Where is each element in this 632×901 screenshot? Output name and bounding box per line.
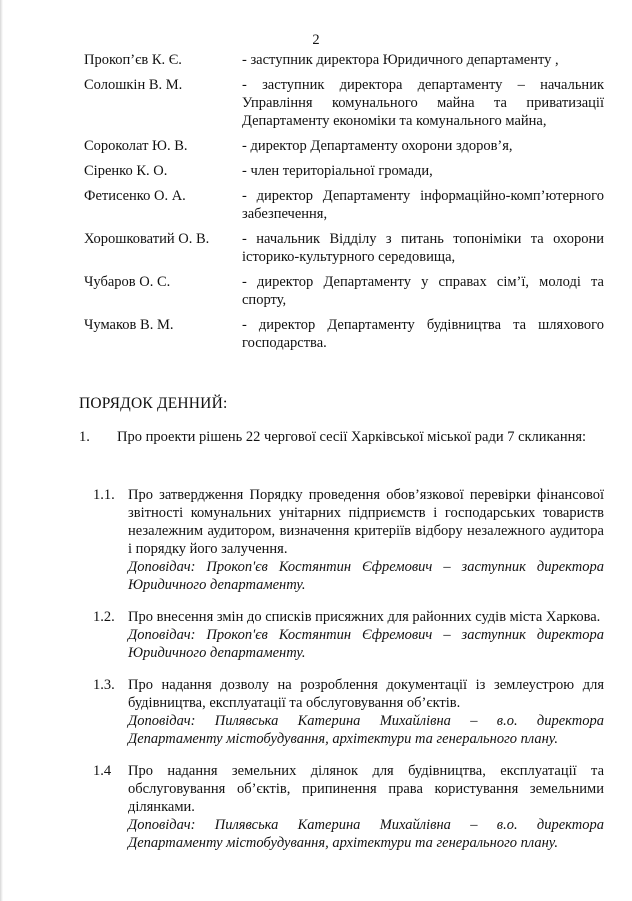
attendee-role: - начальник Відділу з питань топоніміки та охорони історико-культурного середовища,: [242, 231, 604, 265]
attendee-name: Фетисенко О. А.: [84, 188, 186, 204]
attendee-name: Сороколат Ю. В.: [84, 138, 188, 154]
subitem-number: 1.3.: [93, 677, 115, 693]
attendee-name: Солошкін В. М.: [84, 77, 183, 93]
attendee-row: [0, 51, 632, 69]
subitem-number: 1.4: [93, 763, 112, 779]
attendee-name: Хорошковатий О. В.: [84, 231, 210, 247]
agenda-subitem: [0, 608, 632, 662]
agenda-subitem: [0, 486, 632, 594]
subitem-speaker: Доповідач: Прокоп'єв Костянтин Єфремович – заступник директора Юридичного департаменту.: [128, 559, 604, 593]
agenda-item-number: 1.: [79, 429, 90, 445]
agenda-subitems: [0, 486, 632, 866]
subitem-title: Про внесення змін до списків присяжних для районних судів міста Харкова.: [128, 609, 601, 625]
subitem-speaker: Доповідач: Прокоп'єв Костянтин Єфремович – заступник директора Юридичного департаменту.: [128, 627, 604, 661]
attendee-row: [0, 76, 632, 130]
attendee-role: - директор Департаменту у справах сім’ї, молоді та спорту,: [242, 274, 604, 308]
attendees-list: [0, 51, 632, 359]
attendee-name: Прокоп’єв К. Є.: [84, 52, 182, 68]
attendee-role: - директор Департаменту інформаційно-комп’ютерного забезпечення,: [242, 188, 604, 222]
subitem-title: Про затвердження Порядку проведення обов’язкової перевірки фінансової звітності комунальних унітарних підприємств і господарських товариств незалежним аудитором, визначення критеріїв відбору незалежного аудитора і порядку його залучення.: [128, 487, 604, 557]
attendee-row: [0, 230, 632, 266]
subitem-title: Про надання земельних ділянок для будівництва, експлуатації та обслуговування об’єктів, припинення права користування земельними ділянками.: [128, 763, 604, 815]
subitem-number: 1.2.: [93, 609, 115, 625]
agenda-item-text: Про проекти рішень 22 чергової сесії Харківської міської ради 7 скликання:: [117, 429, 587, 445]
agenda-item: [79, 428, 599, 446]
attendee-row: [0, 316, 632, 352]
attendee-row: [0, 162, 632, 180]
agenda-subitem: [0, 676, 632, 748]
attendee-row: [0, 187, 632, 223]
attendee-role: - заступник директора Юридичного департаменту ,: [242, 52, 559, 68]
subitem-number: 1.1.: [93, 487, 115, 503]
subitem-speaker: Доповідач: Пилявська Катерина Михайлівна – в.о. директора Департаменту містобудування, архітектури та генерального плану.: [128, 817, 604, 851]
agenda-subitem: [0, 762, 632, 852]
attendee-name: Сіренко К. О.: [84, 163, 168, 179]
attendee-name: Чумаков В. М.: [84, 317, 174, 333]
attendee-name: Чубаров О. С.: [84, 274, 171, 290]
page-number: 2: [312, 32, 320, 48]
attendee-role: - член територіальної громади,: [242, 163, 433, 179]
subitem-title: Про надання дозволу на розроблення документації із землеустрою для будівництва, експлуатації та обслуговування об’єктів.: [128, 677, 604, 711]
attendee-row: [0, 273, 632, 309]
attendee-role: - директор Департаменту будівництва та шляхового господарства.: [242, 317, 604, 351]
subitem-speaker: Доповідач: Пилявська Катерина Михайлівна – в.о. директора Департаменту містобудування, архітектури та генерального плану.: [128, 713, 604, 747]
attendee-row: [0, 137, 632, 155]
attendee-role: - директор Департаменту охорони здоров’я,: [242, 138, 513, 154]
agenda-title: ПОРЯДОК ДЕННИЙ:: [79, 395, 228, 412]
attendee-role: - заступник директора департаменту – начальник Управління комунального майна та приватизації Департаменту економіки та комунального майна,: [242, 77, 604, 129]
